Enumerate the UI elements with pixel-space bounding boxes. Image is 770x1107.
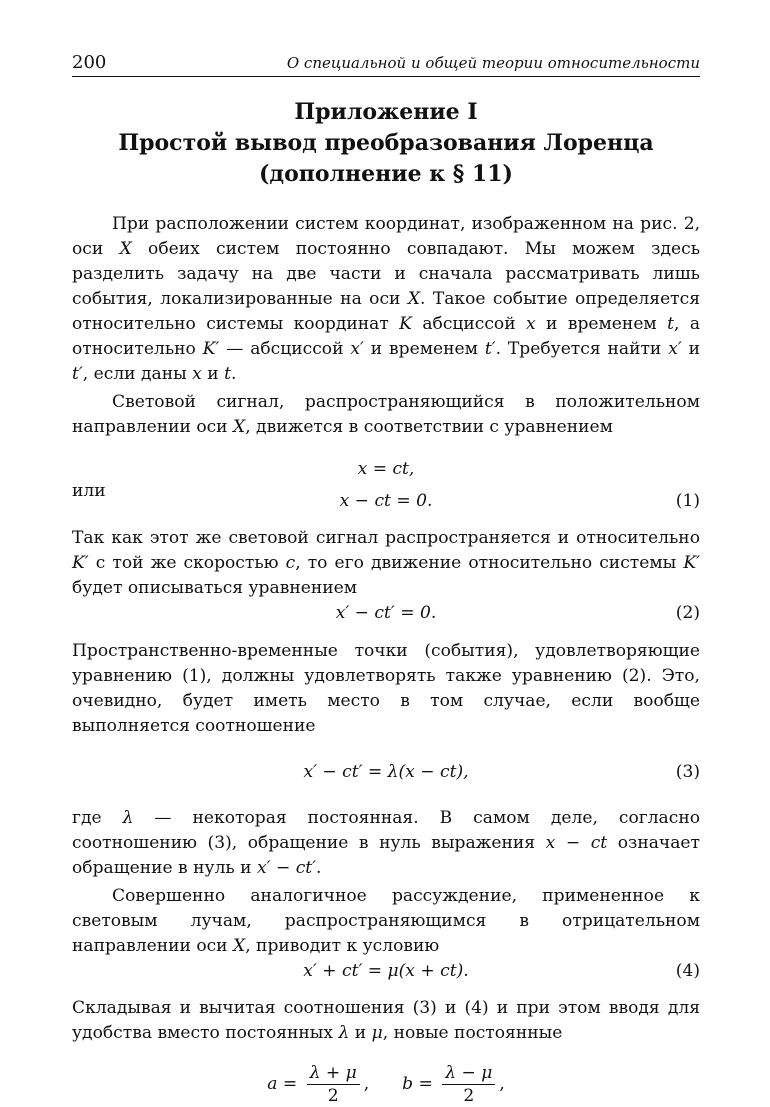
paragraph-5: где λ — некоторая постоянная. В самом деле, согласно соотношению (3), обращение в нуль выражения x − ct означает обращение в нуль и x′ − ct′.: [72, 808, 700, 878]
heading-line-3: (дополнение к § 11): [259, 161, 513, 187]
heading-line-1: Приложение I: [294, 99, 478, 125]
equation-5: a = $\frac{\lambda + \mu}{2}$ , b = $\frac{\lambda - \mu}{2}$ ,: [267, 1063, 505, 1106]
equation-1: [72, 481, 700, 514]
word-or: или: [72, 481, 106, 501]
equation-a: [72, 457, 700, 482]
page-number: 200: [72, 52, 107, 73]
paragraph-1: При расположении систем координат, изображенном на рис. 2, оси X обеих систем постоянно совпадают. Мы можем здесь разделить задачу на две части и сначала рассматривать лишь события, локализированные на оси X. Такое событие определяется относительно системы координат K абсциссой x и временем t, а относительно K′ — абсциссой x′ и временем t′. Требуется найти x′ и t′, если даны x и t.: [72, 214, 701, 384]
appendix-heading: [72, 97, 700, 190]
eq5-b-lhs: b =: [402, 1074, 433, 1094]
paragraph-3: Так как этот же световой сигнал распространяется и относительно K′ с той же скоростью c, то его движение относительно системы K′ будет описываться уравнением: [72, 528, 700, 598]
eq5-b-numerator: λ − μ: [442, 1062, 495, 1085]
equation-4-expr: x′ + ct′ = μ(x + ct).: [303, 961, 469, 981]
eq5-a-fraction: [307, 1062, 360, 1107]
paragraph-4: Пространственно-временные точки (события), удовлетворяющие уравнению (1), должны удовлетворять также уравнению (2). Это, очевидно, будет иметь место в том случае, если вообще выполняется соотношение: [72, 641, 700, 736]
equation-a-expr: x = ct,: [357, 459, 415, 479]
eq5-a-numerator: λ + μ: [307, 1062, 360, 1085]
paragraph-7: Складывая и вычитая соотношения (3) и (4) и при этом вводя для удобства вместо постоянных λ и μ, новые постоянные: [72, 998, 700, 1043]
equation-4: [72, 959, 700, 984]
equation-3: [72, 760, 700, 785]
paragraph-6: Совершенно аналогичное рассуждение, примененное к световым лучам, распространяющимся в отрицательном направлении оси X, приводит к условию: [72, 886, 700, 956]
heading-line-2: Простой вывод преобразования Лоренца: [118, 130, 654, 156]
eq5-a-lhs: a =: [267, 1074, 298, 1094]
book-page: [72, 50, 700, 1107]
equation-1-number: (1): [675, 491, 700, 511]
equation-2-number: (2): [675, 603, 700, 623]
equation-4-number: (4): [675, 961, 700, 981]
equation-2: [72, 601, 700, 626]
equation-3-expr: x′ − ct′ = λ(x − ct),: [303, 762, 469, 782]
eq5-b-denominator: 2: [463, 1086, 475, 1106]
paragraph-2: Световой сигнал, распространяющийся в положительном направлении оси X, движется в соответствии с уравнением: [72, 392, 700, 437]
appendix-body: [72, 212, 700, 1107]
equation-3-number: (3): [675, 762, 700, 782]
running-title: О специальной и общей теории относительности: [286, 54, 700, 72]
eq5-b-fraction: [442, 1062, 495, 1107]
equation-1-expr: x − ct = 0.: [339, 491, 433, 511]
equation-2-expr: x′ − ct′ = 0.: [335, 603, 437, 623]
eq5-a-denominator: 2: [327, 1086, 339, 1106]
page-header: [72, 50, 700, 77]
